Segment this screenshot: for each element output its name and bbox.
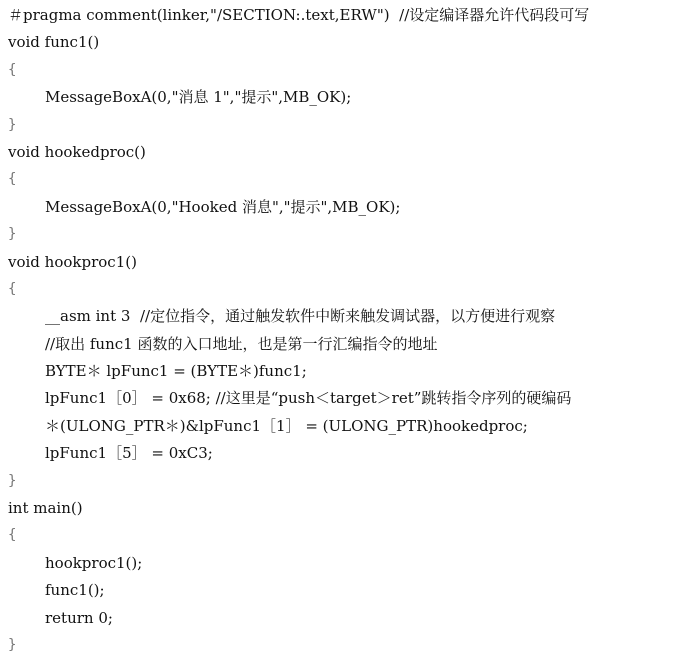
code-line: //取出 func1 函数的入口地址，也是第一行汇编指令的地址 [45,334,438,353]
code-line: MessageBoxA(0,"消息 1","提示",MB_OK); [45,88,352,107]
code-line: } [8,116,17,133]
code-line: func1(); [45,581,105,600]
code-line: { [8,527,17,544]
code-line: } [8,472,17,489]
code-line: MessageBoxA(0,"Hooked 消息","提示",MB_OK); [45,197,401,216]
code-line: } [8,226,17,243]
code-line: void hookproc1() [8,252,137,271]
code-line: { [8,280,17,297]
code-listing [0,2,676,663]
code-line: BYTE＊ lpFunc1 = (BYTE＊)func1; [45,362,307,381]
code-line: hookproc1(); [45,553,143,572]
code-line: return 0; [45,608,113,627]
code-line: void func1() [8,33,100,52]
code-line: ＃pragma comment(linker,"/SECTION:.text,ERW") //设定编译器允许代码段可写 [8,6,590,24]
code-line: ＊(ULONG_PTR＊)&lpFunc1［1］ = (ULONG_PTR)hookedproc; [45,416,528,435]
code-line: lpFunc1［0］ = 0x68; //这里是“push＜target＞ret”跳转指令序列的硬编码 [45,389,572,408]
code-line: int main() [8,499,83,518]
code-line: { [8,171,17,188]
code-line: void hookedproc() [8,142,146,161]
code-line: { [8,61,17,78]
code-line: } [8,636,17,653]
code-line: __asm int 3 //定位指令，通过触发软件中断来触发调试器，以方便进行观察 [45,307,556,326]
code-line: lpFunc1［5］ = 0xC3; [45,444,213,463]
